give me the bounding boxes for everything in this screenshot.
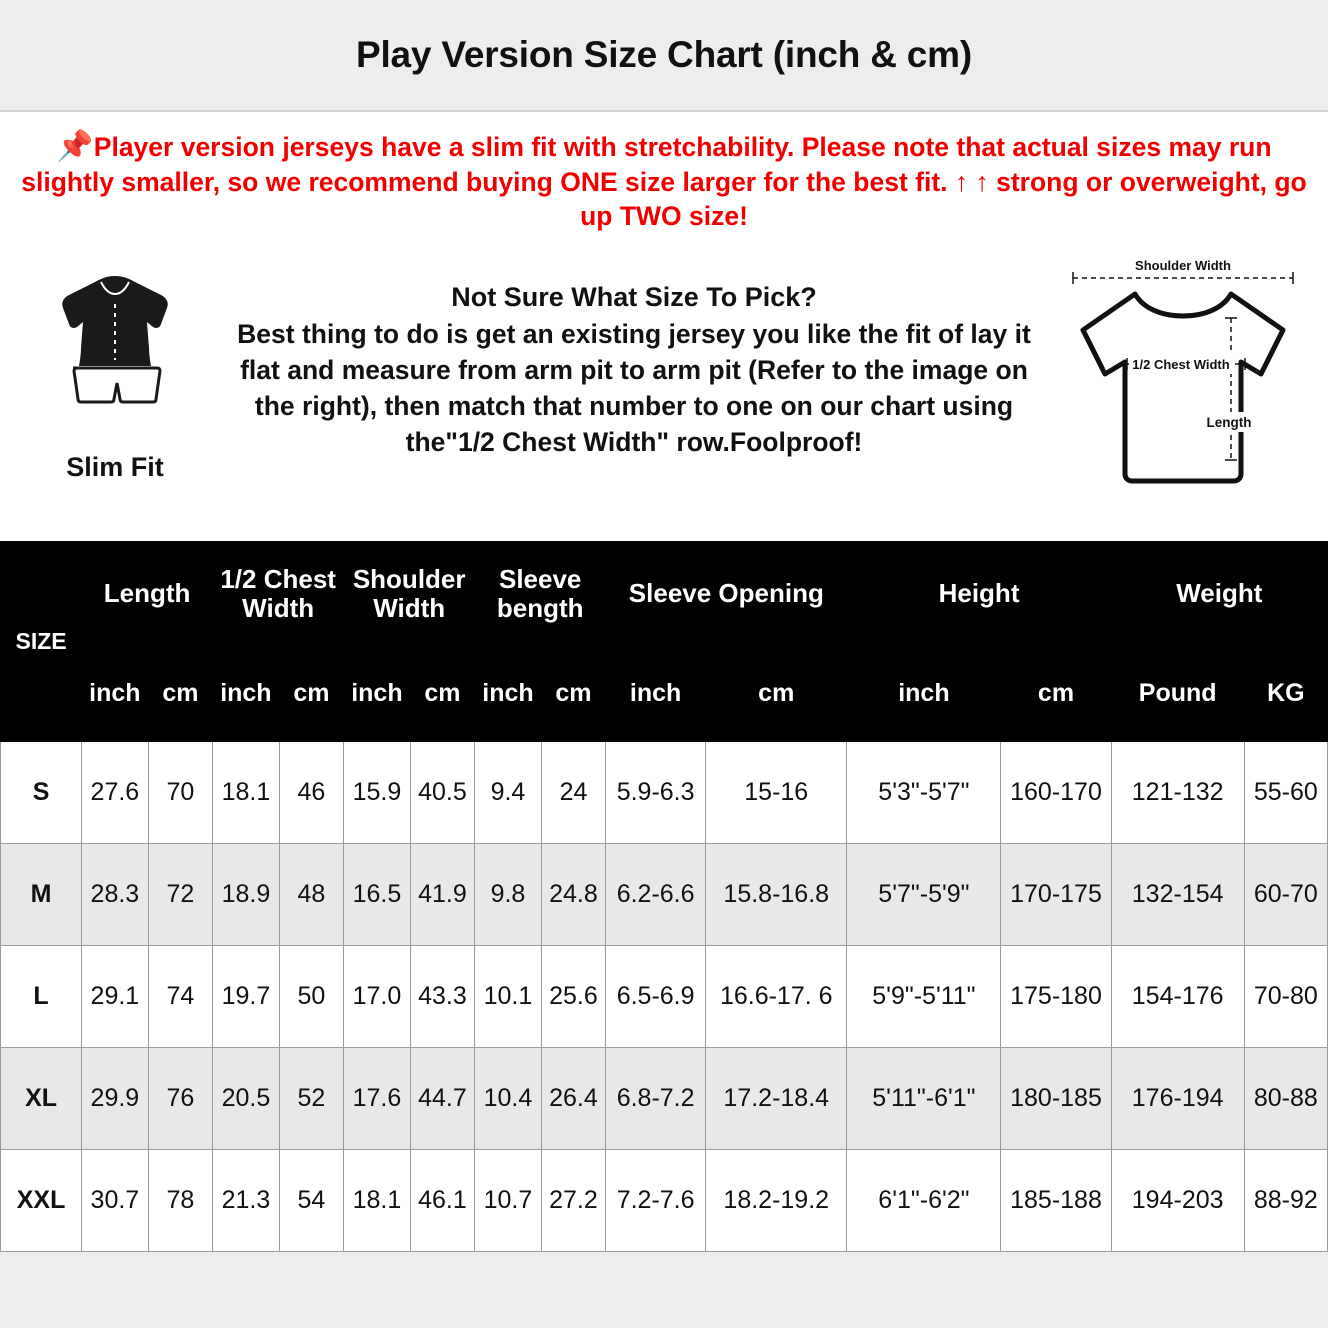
cell: 6.8-7.2 bbox=[606, 1048, 706, 1150]
cell: 80-88 bbox=[1244, 1048, 1327, 1150]
header-unit-opening-inch: inch bbox=[606, 646, 706, 742]
cell: 180-185 bbox=[1001, 1048, 1111, 1150]
table-header bbox=[1, 542, 1328, 742]
header-unit-height-cm: cm bbox=[1001, 646, 1111, 742]
cell: 40.5 bbox=[410, 742, 474, 844]
table-row bbox=[1, 844, 1328, 946]
cell: 15.9 bbox=[344, 742, 411, 844]
slim-fit-body-icon bbox=[55, 268, 175, 438]
cell: 76 bbox=[148, 1048, 212, 1150]
cell: 160-170 bbox=[1001, 742, 1111, 844]
header-unit-shoulder-inch: inch bbox=[344, 646, 411, 742]
header-group-length: Length bbox=[82, 542, 213, 646]
info-section bbox=[0, 248, 1328, 541]
cell: 29.1 bbox=[82, 946, 149, 1048]
header-unit-opening-cm: cm bbox=[706, 646, 847, 742]
row-size: M bbox=[1, 844, 82, 946]
header-unit-height-inch: inch bbox=[847, 646, 1001, 742]
page-title: Play Version Size Chart (inch & cm) bbox=[355, 34, 973, 75]
header-unit-sleeve-inch: inch bbox=[475, 646, 542, 742]
table-row bbox=[1, 742, 1328, 844]
cell: 17.6 bbox=[344, 1048, 411, 1150]
cell: 17.0 bbox=[344, 946, 411, 1048]
cell: 18.2-19.2 bbox=[706, 1150, 847, 1252]
row-size: XL bbox=[1, 1048, 82, 1150]
tshirt-measure-figure bbox=[1048, 254, 1318, 525]
cell: 24 bbox=[541, 742, 605, 844]
table-row bbox=[1, 946, 1328, 1048]
cell: 88-92 bbox=[1244, 1150, 1327, 1252]
cell: 21.3 bbox=[213, 1150, 280, 1252]
cell: 15-16 bbox=[706, 742, 847, 844]
cell: 9.8 bbox=[475, 844, 542, 946]
cell: 7.2-7.6 bbox=[606, 1150, 706, 1252]
cell: 54 bbox=[279, 1150, 343, 1252]
header-size: SIZE bbox=[1, 542, 82, 742]
cell: 43.3 bbox=[410, 946, 474, 1048]
size-table bbox=[0, 541, 1328, 1252]
cell: 24.8 bbox=[541, 844, 605, 946]
header-unit-length-inch: inch bbox=[82, 646, 149, 742]
notice-text: Player version jerseys have a slim fit with stretchability. Please note that actual sizes may run slightly smaller, so we recommend buying ONE size larger for the best fit. ↑ ↑ strong or overweight, go up TWO size! bbox=[21, 132, 1307, 232]
cell: 5'9"-5'11" bbox=[847, 946, 1001, 1048]
row-size: L bbox=[1, 946, 82, 1048]
cell: 25.6 bbox=[541, 946, 605, 1048]
cell: 46 bbox=[279, 742, 343, 844]
cell: 9.4 bbox=[475, 742, 542, 844]
cell: 60-70 bbox=[1244, 844, 1327, 946]
cell: 170-175 bbox=[1001, 844, 1111, 946]
cell: 18.9 bbox=[213, 844, 280, 946]
cell: 16.6-17. 6 bbox=[706, 946, 847, 1048]
header-unit-shoulder-cm: cm bbox=[410, 646, 474, 742]
cell: 27.2 bbox=[541, 1150, 605, 1252]
cell: 55-60 bbox=[1244, 742, 1327, 844]
row-size: XXL bbox=[1, 1150, 82, 1252]
cell: 26.4 bbox=[541, 1048, 605, 1150]
cell: 70 bbox=[148, 742, 212, 844]
cell: 6'1"-6'2" bbox=[847, 1150, 1001, 1252]
cell: 10.1 bbox=[475, 946, 542, 1048]
slim-fit-figure bbox=[10, 254, 220, 483]
cell: 19.7 bbox=[213, 946, 280, 1048]
cell: 27.6 bbox=[82, 742, 149, 844]
table-body bbox=[1, 742, 1328, 1252]
cell: 176-194 bbox=[1111, 1048, 1244, 1150]
cell: 50 bbox=[279, 946, 343, 1048]
header-group-sleeve-opening: Sleeve Opening bbox=[606, 542, 847, 646]
header-group-height: Height bbox=[847, 542, 1111, 646]
table-row bbox=[1, 1048, 1328, 1150]
cell: 5'7"-5'9" bbox=[847, 844, 1001, 946]
cell: 52 bbox=[279, 1048, 343, 1150]
cell: 30.7 bbox=[82, 1150, 149, 1252]
header-unit-chest-inch: inch bbox=[213, 646, 280, 742]
cell: 5'11"-6'1" bbox=[847, 1048, 1001, 1150]
header-unit-weight-kg: KG bbox=[1244, 646, 1327, 742]
header-group-sleeve-length: Sleeve bength bbox=[475, 542, 606, 646]
cell: 10.7 bbox=[475, 1150, 542, 1252]
cell: 72 bbox=[148, 844, 212, 946]
table-row bbox=[1, 1150, 1328, 1252]
cell: 194-203 bbox=[1111, 1150, 1244, 1252]
svg-text:Shoulder Width: Shoulder Width bbox=[1135, 260, 1231, 274]
cell: 74 bbox=[148, 946, 212, 1048]
cell: 175-180 bbox=[1001, 946, 1111, 1048]
cell: 18.1 bbox=[213, 742, 280, 844]
cell: 15.8-16.8 bbox=[706, 844, 847, 946]
svg-text:Length: Length bbox=[1206, 415, 1252, 431]
cell: 48 bbox=[279, 844, 343, 946]
header-unit-weight-pound: Pound bbox=[1111, 646, 1244, 742]
cell: 44.7 bbox=[410, 1048, 474, 1150]
cell: 29.9 bbox=[82, 1048, 149, 1150]
cell: 185-188 bbox=[1001, 1150, 1111, 1252]
cell: 20.5 bbox=[213, 1048, 280, 1150]
sizing-advice bbox=[230, 254, 1038, 460]
cell: 17.2-18.4 bbox=[706, 1048, 847, 1150]
cell: 6.2-6.6 bbox=[606, 844, 706, 946]
cell: 6.5-6.9 bbox=[606, 946, 706, 1048]
header-unit-sleeve-cm: cm bbox=[541, 646, 605, 742]
cell: 78 bbox=[148, 1150, 212, 1252]
header-group-weight: Weight bbox=[1111, 542, 1327, 646]
cell: 132-154 bbox=[1111, 844, 1244, 946]
header-group-shoulder-width: Shoulder Width bbox=[344, 542, 475, 646]
cell: 10.4 bbox=[475, 1048, 542, 1150]
notice-banner bbox=[0, 112, 1328, 248]
sizing-paragraph: Best thing to do is get an existing jersey you like the fit of lay it flat and measure from arm pit to arm pit (Refer to the image on the right), then match that number to one on our chart using the"1/2 Chest Width" row.Foolproof! bbox=[237, 319, 1031, 457]
cell: 28.3 bbox=[82, 844, 149, 946]
title-bar bbox=[0, 0, 1328, 112]
slim-fit-label: Slim Fit bbox=[66, 452, 164, 483]
cell: 46.1 bbox=[410, 1150, 474, 1252]
cell: 70-80 bbox=[1244, 946, 1327, 1048]
header-group-half-chest-width: 1/2 Chest Width bbox=[213, 542, 344, 646]
cell: 18.1 bbox=[344, 1150, 411, 1252]
cell: 41.9 bbox=[410, 844, 474, 946]
cell: 5.9-6.3 bbox=[606, 742, 706, 844]
cell: 121-132 bbox=[1111, 742, 1244, 844]
header-unit-length-cm: cm bbox=[148, 646, 212, 742]
row-size: S bbox=[1, 742, 82, 844]
tshirt-measure-diagram bbox=[1053, 260, 1313, 525]
cell: 16.5 bbox=[344, 844, 411, 946]
pin-icon: 📌 bbox=[56, 130, 94, 163]
svg-text:1/2 Chest Width: 1/2 Chest Width bbox=[1132, 357, 1230, 373]
cell: 5'3"-5'7" bbox=[847, 742, 1001, 844]
sizing-question: Not Sure What Size To Pick? bbox=[451, 282, 817, 313]
header-unit-chest-cm: cm bbox=[279, 646, 343, 742]
cell: 154-176 bbox=[1111, 946, 1244, 1048]
